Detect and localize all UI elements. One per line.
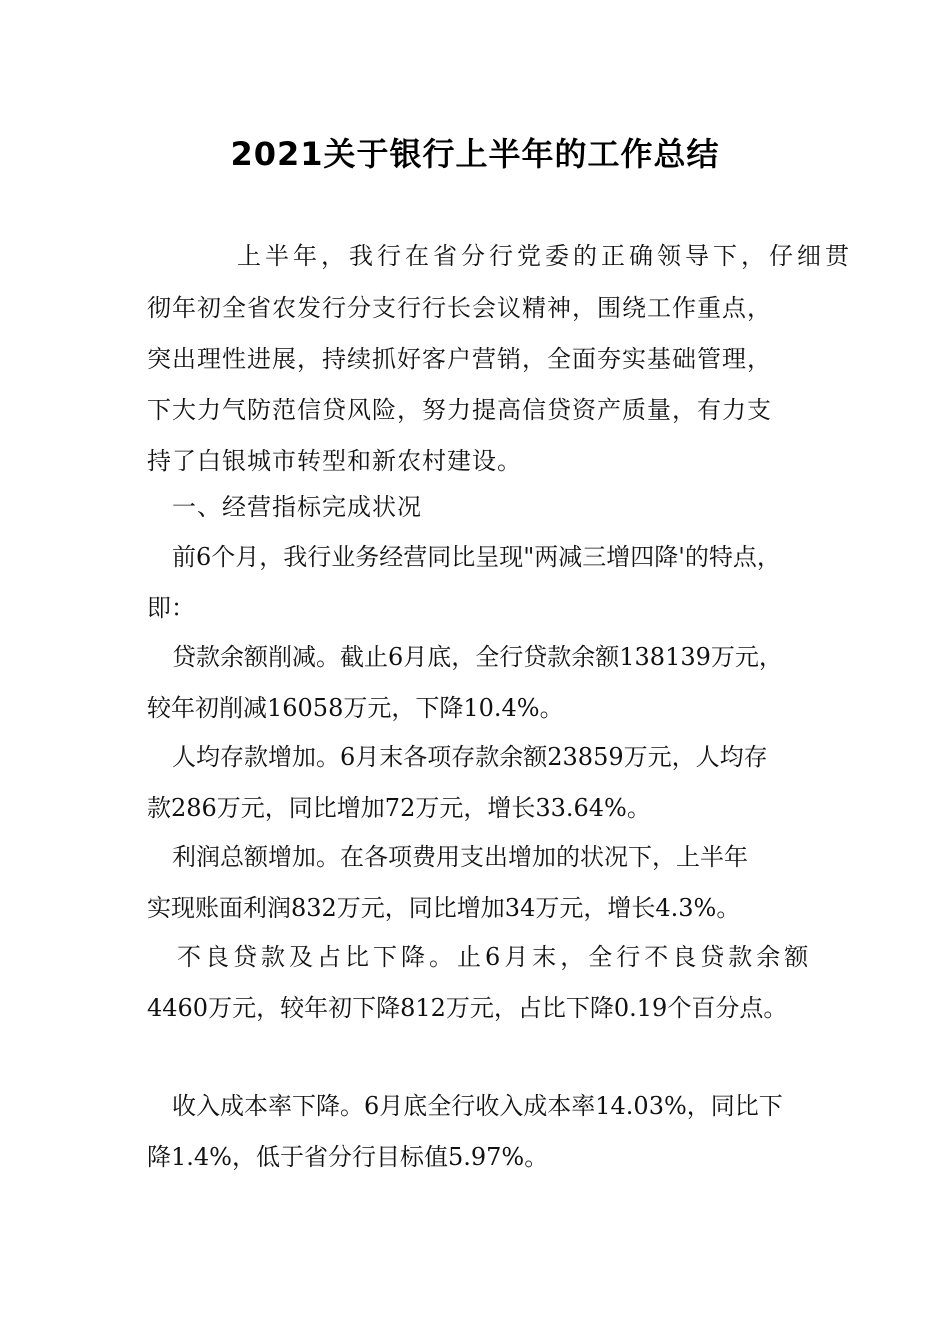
document-title: 2021关于银行上半年的工作总结	[230, 135, 720, 173]
paragraph-line: 下大力气防范信贷风险，努力提高信贷资产质量，有力支	[147, 396, 772, 424]
paragraph-line: 降1.4%，低于省分行目标值5.97%。	[147, 1143, 549, 1171]
paragraph-line: 较年初削减16058万元，下降10.4%。	[147, 694, 564, 722]
paragraph-line: 利润总额增加。在各项费用支出增加的状况下，上半年	[172, 843, 748, 871]
paragraph-line: 款286万元，同比增加72万元，增长33.64%。	[147, 794, 651, 822]
paragraph-line: 人均存款增加。6月末各项存款余额23859万元，人均存	[172, 743, 768, 771]
paragraph-line: 上半年，我行在省分行党委的正确领导下，仔细贯	[237, 242, 853, 270]
section-heading: 一、经营指标完成状况	[172, 493, 422, 521]
paragraph-line: 4460万元，较年初下降812万元，占比下降0.19个百分点。	[147, 994, 788, 1022]
paragraph-line: 突出理性进展，持续抓好客户营销，全面夯实基础管理，	[147, 345, 772, 373]
paragraph-line: 彻年初全省农发行分支行行长会议精神，围绕工作重点，	[147, 294, 772, 322]
paragraph-line: 实现账面利润832万元，同比增加34万元，增长4.3%。	[147, 894, 741, 922]
paragraph-line: 贷款余额削减。截止6月底，全行贷款余额138139万元，	[172, 643, 783, 671]
paragraph-line: 即：	[147, 594, 195, 622]
paragraph-line: 持了白银城市转型和新农村建设。	[147, 447, 522, 475]
paragraph-line: 不良贷款及占比下降。止6月末，全行不良贷款余额	[177, 943, 813, 971]
paragraph-line: 前6个月，我行业务经营同比呈现"两减三增四降'的特点，	[172, 543, 781, 571]
paragraph-line: 收入成本率下降。6月底全行收入成本率14.03%，同比下	[172, 1092, 783, 1120]
